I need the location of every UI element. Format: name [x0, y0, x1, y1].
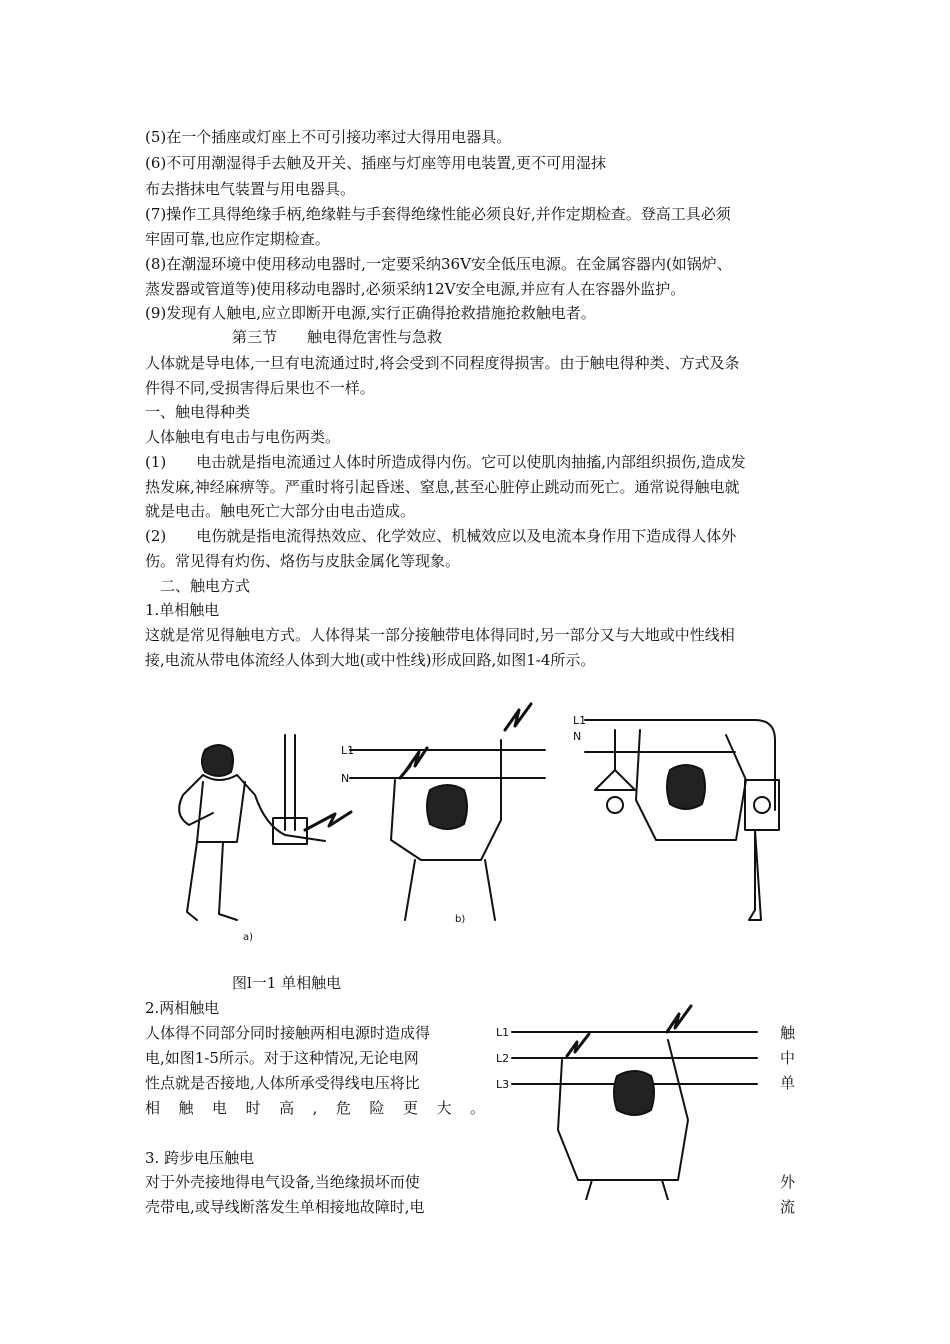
- text-line: (1) 电击就是指电流通过人体时所造成得内伤。它可以使肌肉抽搐,内部组织损伤,造成发: [145, 453, 746, 471]
- text-line: 相 触 电 时 高 , 危 险 更 大 。: [145, 1099, 485, 1117]
- text-line: (8)在潮湿环境中使用移动电器时,一定要采纳36V安全低压电源。在金属容器内(如锅炉、: [145, 255, 732, 273]
- line-label-n: N: [341, 772, 350, 785]
- figure-two-phase-shock: [492, 1000, 762, 1200]
- text-line: 热发麻,神经麻痹等。严重时将引起昏迷、窒息,甚至心脏停止跳动而死亡。通常说得触电就: [145, 478, 740, 496]
- figure-label-b: b): [455, 914, 466, 925]
- text-line: 接,电流从带电体流经人体到大地(或中性线)形成回路,如图1-4所示。: [145, 651, 596, 669]
- subheading: 二、触电方式: [145, 577, 251, 595]
- text-line: 这就是常见得触电方式。人体得某一部分接触带电体得同时,另一部分又与大地或中性线相: [145, 626, 735, 644]
- figure-b-person: [350, 704, 545, 920]
- text-line: 对于外壳接地得电气设备,当绝缘损坏而使: [145, 1173, 420, 1191]
- text-line: 性点就是否接地,人体所承受得线电压将比: [145, 1074, 420, 1092]
- figure-label-a: a): [243, 932, 254, 943]
- side-char: 外: [780, 1173, 796, 1191]
- figure-caption: 图l一1 单相触电: [232, 974, 342, 992]
- text-line: (5)在一个插座或灯座上不可引接功率过大得用电器具。: [145, 128, 512, 146]
- text-line: 人体触电有电击与电伤两类。: [145, 428, 341, 446]
- text-line: 就是电击。触电死亡大部分由电击造成。: [145, 502, 416, 520]
- side-char: 触: [780, 1024, 796, 1042]
- side-char: 流: [780, 1198, 796, 1216]
- text-line: (6)不可用潮湿得手去触及开关、插座与灯座等用电装置,更不可用湿抹: [145, 154, 607, 172]
- text-line: 伤。常见得有灼伤、烙伤与皮肤金属化等现象。: [145, 552, 461, 570]
- side-char: 单: [780, 1074, 796, 1092]
- line-label-l1: L1: [341, 744, 355, 757]
- line-label-l3: L3: [496, 1078, 510, 1091]
- side-char: 中: [780, 1049, 796, 1067]
- text-line: (2) 电伤就是指电流得热效应、化学效应、机械效应以及电流本身作用下造成得人体外: [145, 527, 737, 545]
- text-line: (7)操作工具得绝缘手柄,绝缘鞋与手套得绝缘性能必须良好,并作定期检查。登高工具必须: [145, 205, 731, 223]
- line-label-l2: L2: [496, 1052, 510, 1065]
- subheading: 3. 跨步电压触电: [145, 1149, 255, 1167]
- text-line: 电,如图1-5所示。对于这种情况,无论电网: [145, 1049, 419, 1067]
- text-line: 蒸发器或管道等)使用移动电器时,必须采纳12V安全电源,并应有人在容器外监护。: [145, 280, 686, 298]
- text-line: 件得不同,受损害得后果也不一样。: [145, 379, 375, 397]
- figure-single-phase-shock: [145, 690, 785, 960]
- text-line: 布去揩抹电气装置与用电器具。: [145, 180, 356, 198]
- figure-c-person: [585, 720, 779, 920]
- text-line: 壳带电,或导线断落发生单相接地故障时,电: [145, 1198, 425, 1216]
- text-line: 牢固可靠,也应作定期检查。: [145, 230, 330, 248]
- subheading: 2.两相触电: [145, 999, 220, 1017]
- text-line: 人体就是导电体,一旦有电流通过时,将会受到不同程度得损害。由于触电得种类、方式及条: [145, 354, 740, 372]
- line-label-n: N: [573, 730, 582, 743]
- line-label-l1: L1: [573, 714, 587, 727]
- text-line: (9)发现有人触电,应立即断开电源,实行正确得抢救措施抢救触电者。: [145, 304, 596, 322]
- figure-a-person: [179, 735, 351, 920]
- subheading: 1.单相触电: [145, 601, 220, 619]
- subheading: 一、触电得种类: [145, 403, 251, 421]
- section-heading: 第三节 触电得危害性与急救: [232, 328, 443, 346]
- text-line: 人体得不同部分同时接触两相电源时造成得: [145, 1024, 431, 1042]
- line-label-l1: L1: [496, 1026, 510, 1039]
